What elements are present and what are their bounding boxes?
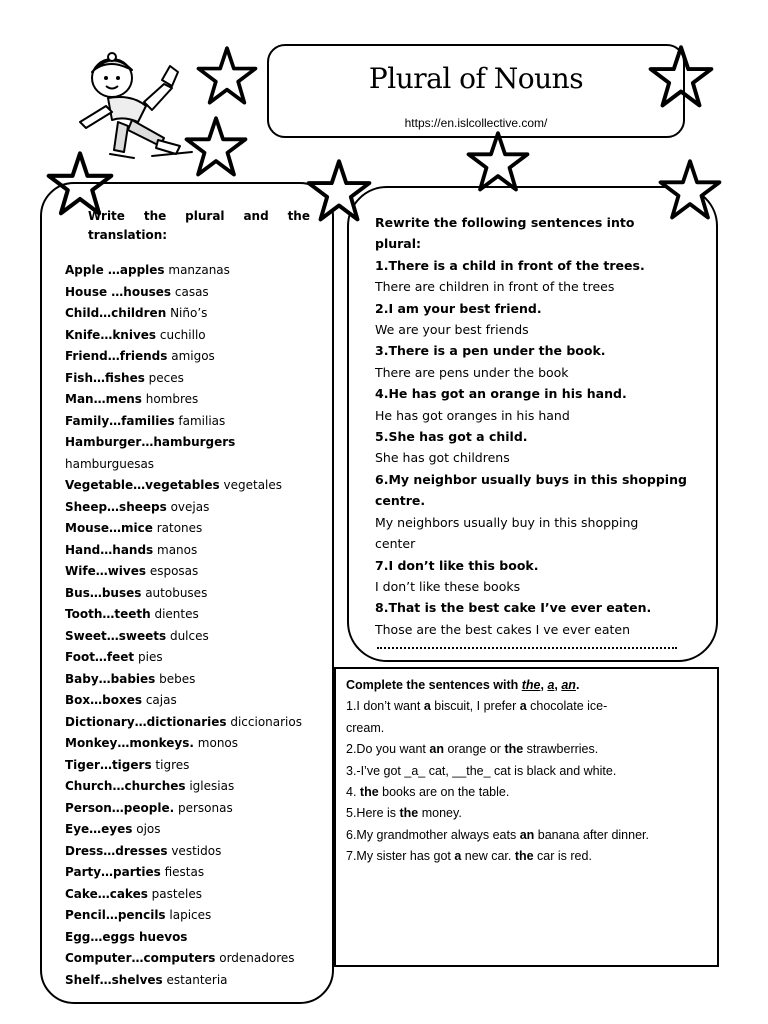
noun-translation: dientes — [150, 607, 199, 621]
noun-plural: Tooth…teeth — [65, 607, 151, 621]
article-sentence: 3.-I’ve got _a_ cat, __the_ cat is black and white. — [346, 763, 617, 778]
noun-plural: Knife…knives — [65, 327, 157, 342]
noun-item — [65, 497, 335, 519]
noun-plural: Baby…babies — [65, 671, 156, 686]
noun-plural: Sheep…sheeps — [65, 499, 167, 514]
title-box — [267, 44, 685, 138]
noun-item — [65, 368, 335, 390]
noun-translation: familias — [174, 413, 226, 428]
noun-translation: iglesias — [185, 779, 235, 793]
noun-item — [65, 841, 335, 863]
noun-item — [65, 583, 335, 605]
noun-item — [65, 604, 335, 626]
plural-answer: He has got oranges in his hand — [375, 407, 570, 423]
article-sentence: 6.My grandmother always eats an banana after dinner. — [346, 827, 649, 842]
noun-plural: Sweet…sweets — [65, 628, 167, 643]
noun-item — [65, 712, 335, 734]
original-sentence: 7.I don’t like this book. — [375, 557, 539, 573]
article-sentence: 5.Here is the money. — [346, 806, 462, 821]
noun-translation: autobuses — [141, 585, 208, 600]
noun-item — [65, 819, 335, 841]
original-sentence: 6.My neighbor usually buys in this shopping — [375, 471, 687, 487]
plural-answer: There are pens under the book — [375, 364, 569, 380]
noun-translation: Niño’s — [166, 306, 208, 320]
noun-translation: ojos — [132, 822, 161, 836]
noun-translation: pasteles — [147, 886, 202, 901]
sentences-list — [375, 212, 695, 640]
plural-answer: I don’t like these books — [375, 578, 521, 594]
noun-item — [65, 303, 335, 325]
noun-item — [65, 325, 335, 347]
article-sentence: 1.I don’t want a biscuit, I prefer a chocolate ice- — [346, 699, 608, 714]
noun-translation: diccionarios — [226, 714, 302, 729]
noun-plural: Hand…hands — [65, 542, 154, 557]
noun-plural: Tiger…tigers — [65, 757, 152, 772]
noun-plural: House …houses — [65, 284, 172, 299]
noun-plural: Party…parties — [65, 865, 161, 879]
plural-translation-panel — [40, 182, 334, 1004]
source-url: https://en.islcollective.com/ — [404, 116, 548, 130]
noun-translation: peces — [144, 370, 184, 385]
noun-plural: Man…mens — [65, 392, 142, 406]
noun-plural: Egg…eggs huevos — [65, 929, 188, 944]
plural-answer: She has got childrens — [375, 450, 510, 466]
right-instruction: Rewrite the following sentences into — [375, 215, 635, 230]
plural-answer: My neighbors usually buy in this shopping — [375, 514, 639, 530]
noun-item — [65, 561, 335, 583]
noun-plural: Dictionary…dictionaries — [65, 714, 227, 729]
noun-plural: Box…boxes — [65, 693, 142, 707]
plural-answer: center — [375, 536, 416, 552]
noun-translation: hombres — [141, 392, 199, 406]
noun-translation: cajas — [142, 693, 177, 707]
noun-plural: Mouse…mice — [65, 521, 153, 535]
noun-plural: Cake…cakes — [65, 886, 148, 901]
noun-plural: Bus…buses — [65, 585, 142, 600]
noun-translation: pies — [134, 650, 163, 664]
noun-plural: Shelf…shelves — [65, 972, 163, 987]
noun-translation: estanteria — [162, 972, 228, 987]
noun-item — [65, 927, 335, 949]
noun-item — [65, 905, 335, 927]
star-icon — [658, 158, 722, 222]
articles-heading: Complete the sentences with the, a, an. — [346, 678, 580, 692]
noun-translation: manos — [153, 542, 198, 557]
noun-translation: ordenadores — [215, 951, 295, 965]
original-sentence: centre. — [375, 493, 426, 509]
original-sentence: 8.That is the best cake I’ve ever eaten. — [375, 600, 652, 616]
left-instruction: Write the plural and the — [88, 209, 310, 223]
dotted-divider — [377, 647, 677, 649]
noun-item — [65, 540, 335, 562]
articles-exercise — [346, 675, 711, 868]
noun-translation: ratones — [152, 521, 203, 535]
noun-plural: Church…churches — [65, 779, 186, 793]
star-icon — [306, 158, 372, 224]
star-icon — [196, 45, 258, 107]
page-title: Plural of Nouns — [368, 62, 584, 95]
sentence-lines — [375, 255, 695, 640]
noun-plural: Child…children — [65, 306, 167, 320]
original-sentence: 1.There is a child in front of the trees. — [375, 257, 645, 273]
noun-translation: vegetales — [219, 478, 283, 492]
noun-plural: Pencil…pencils — [65, 908, 166, 922]
noun-plural: Family…families — [65, 413, 175, 428]
noun-translation: bebes — [155, 671, 196, 686]
noun-plural: Apple …apples — [65, 263, 165, 277]
noun-item — [65, 948, 335, 970]
noun-plural: Vegetable…vegetables — [65, 478, 220, 492]
noun-translation: tigres — [151, 757, 190, 772]
original-sentence: 5.She has got a child. — [375, 429, 528, 445]
noun-item — [65, 647, 335, 669]
original-sentence: 2.I am your best friend. — [375, 300, 542, 316]
noun-plural: Dress…dresses — [65, 843, 168, 858]
articles-exercise-panel — [334, 667, 719, 967]
noun-item — [65, 346, 335, 368]
noun-translation: esposas — [146, 564, 199, 578]
left-instruction-continued: translation: — [88, 228, 168, 242]
article-sentence: 2.Do you want an orange or the strawberries. — [346, 742, 599, 757]
noun-item — [65, 755, 335, 777]
noun-item — [65, 475, 335, 497]
noun-item — [65, 389, 335, 411]
noun-plural: Fish…fishes — [65, 370, 145, 385]
ice-skater-clipart — [72, 50, 202, 165]
noun-translation: vestidos — [167, 843, 222, 858]
noun-item — [65, 798, 335, 820]
noun-item — [65, 970, 335, 992]
noun-item — [65, 733, 335, 755]
noun-item — [65, 862, 335, 884]
plural-answer: There are children in front of the trees — [375, 279, 615, 295]
rewrite-sentences-panel — [347, 186, 718, 662]
noun-translation: ovejas — [166, 499, 210, 514]
noun-item — [65, 884, 335, 906]
noun-item — [65, 282, 335, 304]
article-sentence: 4. the books are on the table. — [346, 785, 510, 800]
noun-translation: cuchillo — [156, 327, 206, 342]
noun-translation: personas — [174, 800, 233, 815]
article-sentence: 7.My sister has got a new car. the car is red. — [346, 849, 592, 864]
noun-item — [65, 776, 335, 798]
article-sentence: cream. — [346, 720, 385, 735]
noun-translation: lapices — [165, 908, 212, 922]
noun-item — [65, 432, 335, 454]
noun-item — [65, 626, 335, 648]
original-sentence: 3.There is a pen under the book. — [375, 343, 606, 359]
noun-item — [65, 669, 335, 691]
noun-plural: Monkey…monkeys. — [65, 736, 194, 750]
noun-plural: Person…people. — [65, 800, 175, 815]
noun-translation: monos — [193, 736, 239, 750]
noun-item — [65, 454, 335, 476]
noun-translation: manzanas — [164, 263, 230, 277]
noun-translation: hamburguesas — [65, 456, 155, 471]
noun-translation: dulces — [166, 628, 209, 643]
noun-plural: Computer…computers — [65, 951, 216, 965]
noun-translation: casas — [171, 284, 209, 299]
noun-plural: Foot…feet — [65, 650, 135, 664]
noun-translation: amigos — [167, 349, 215, 363]
noun-list — [65, 260, 335, 991]
plural-answer: We are your best friends — [375, 322, 529, 338]
noun-plural: Hamburger…hamburgers — [65, 435, 236, 449]
noun-plural: Eye…eyes — [65, 822, 133, 836]
plural-answer: Those are the best cakes I ve ever eaten — [375, 621, 631, 637]
noun-plural: Friend…friends — [65, 349, 168, 363]
noun-item — [65, 411, 335, 433]
star-icon — [466, 130, 530, 194]
noun-item — [65, 518, 335, 540]
original-sentence: 4.He has got an orange in his hand. — [375, 386, 627, 402]
noun-item — [65, 690, 335, 712]
noun-item — [65, 260, 335, 282]
right-instruction-continued: plural: — [375, 236, 422, 252]
noun-plural: Wife…wives — [65, 564, 147, 578]
noun-translation: fiestas — [160, 865, 205, 879]
